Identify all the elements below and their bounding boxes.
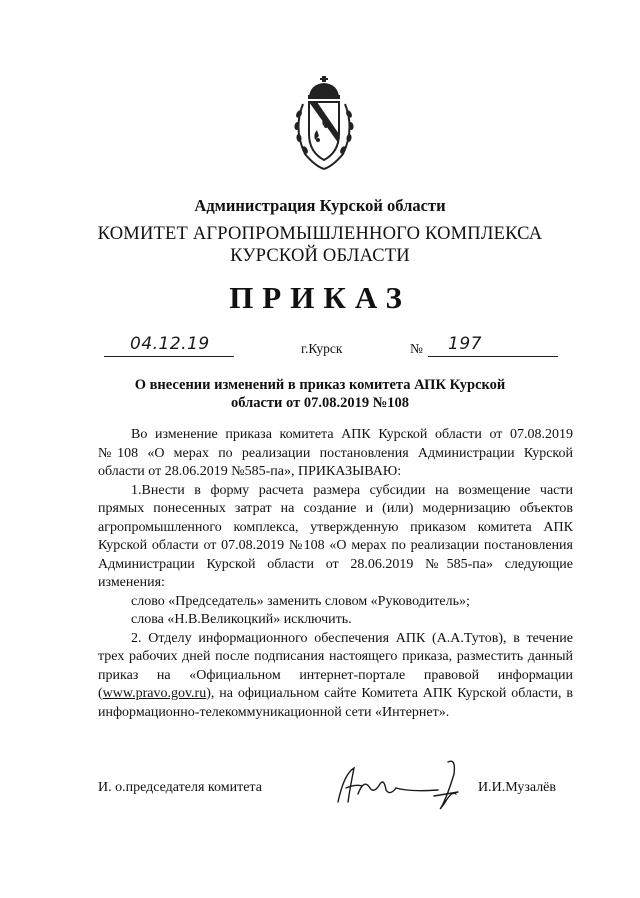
subject-line1: О внесении изменений в приказ комитета АПК Курской (134, 377, 506, 393)
document-type: ПРИКАЗ (229, 280, 411, 315)
signer-name: И.И.Музалёв (478, 780, 556, 795)
committee-name (0, 223, 640, 267)
handwritten-signature-icon (330, 754, 480, 814)
handwritten-date: 04.12.19 (130, 334, 210, 354)
document-body (98, 426, 573, 722)
number-field (428, 334, 558, 357)
paragraph-item-2 (98, 630, 573, 723)
city-label: г.Курск (301, 341, 343, 356)
signature-block (0, 776, 640, 816)
date-field (104, 334, 234, 357)
subject-line2: области от 07.08.2019 №108 (230, 395, 410, 411)
coat-of-arms-icon (289, 74, 359, 174)
item-2-text-start: 2. Отделу информационного обеспечения АПК (А.А.Тутов), в течение трех рабочих дней после подписания настоящего приказа, разместить данный приказ на «Официальном интернет-портале правовой информации ( (98, 630, 573, 701)
number-label: № (410, 341, 423, 356)
paragraph-change-2: слова «Н.В.Великоцкий» исключить. (131, 612, 352, 627)
paragraph-change-1: слово «Председатель» заменить словом «Руководитель»; (131, 593, 470, 609)
handwritten-number: 197 (448, 334, 482, 354)
paragraph-item-1: 1.Внести в форму расчета размера субсидии на возмещение части прямых понесенных затрат на создание и (или) модернизацию объектов агропромышленного комплекса, утвержденную приказом комитета АПК Курской области от 07.08.2019 №108 «О мерах по реализации постановления Администрации Курской области от 28.06.2019 №585-па» следующие изменения: (98, 482, 573, 590)
pravo-link[interactable]: www.pravo.gov.ru (102, 686, 207, 701)
signer-position: И. о.председателя комитета (98, 780, 262, 795)
date-line (0, 334, 640, 360)
administration-name: Администрация Курской области (194, 196, 446, 215)
document-subject (100, 376, 540, 412)
committee-name-line2: КУРСКОЙ ОБЛАСТИ (230, 246, 410, 266)
paragraph-preamble: Во изменение приказа комитета АПК Курской области от 07.08.2019 №108 «О мерах по реализации постановления Администрации Курской области от 28.06.2019 №585-па», ПРИКАЗЫВАЮ: (98, 427, 573, 479)
committee-name-line1: КОМИТЕТ АГРОПРОМЫШЛЕННОГО КОМПЛЕКСА (97, 224, 543, 244)
item-2-text-end: ), на официальном сайте Комитета АПК Курской области, в информационно-телекоммуникационной сети «Интернет». (98, 686, 573, 720)
